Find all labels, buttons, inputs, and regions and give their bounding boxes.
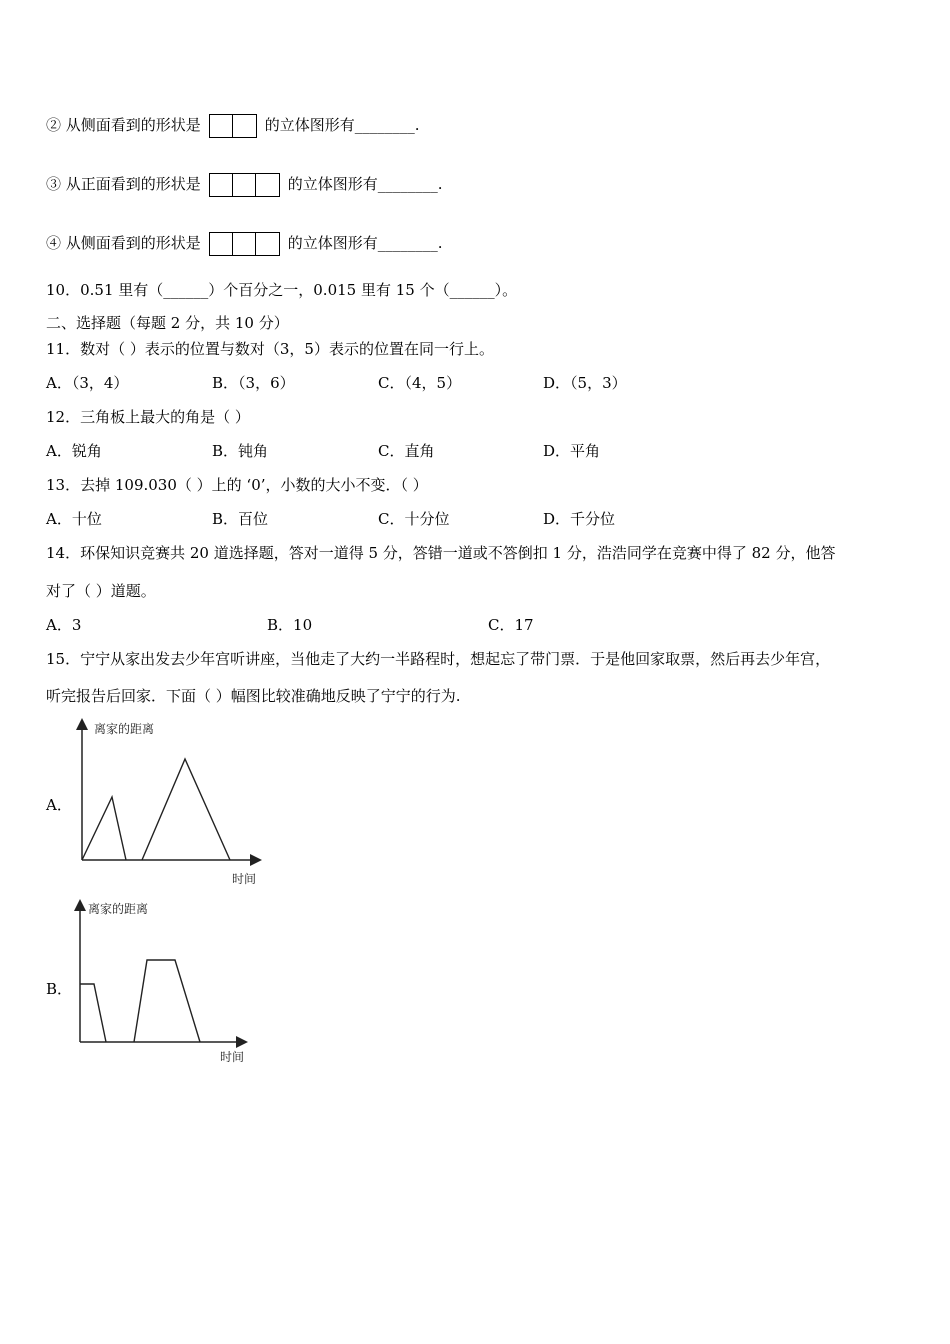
graph-b-trip-one	[80, 984, 106, 1042]
q9-item2	[46, 114, 420, 138]
q9-item3	[46, 173, 443, 197]
q14-stem-line2: 对了（ ）道题。	[46, 582, 156, 600]
q9-item3-suffix: 的立体图形有________.	[287, 175, 443, 193]
graph-a	[70, 716, 270, 888]
q13-option-d: D．千分位	[543, 510, 616, 528]
q11-stem: 11．数对（ ）表示的位置与数对（3，5）表示的位置在同一行上。	[46, 340, 494, 358]
q15-option-b-label: B．	[46, 980, 73, 998]
q11-option-a: A．（3，4）	[46, 374, 129, 392]
q12-option-c: C．直角	[378, 442, 435, 460]
q13-option-b: B．百位	[212, 510, 269, 528]
two-square-view-figure	[209, 114, 257, 138]
y-axis-label: 离家的距离	[94, 722, 155, 736]
q13-option-a: A．十位	[46, 510, 102, 528]
q14-option-b: B．10	[267, 616, 313, 634]
q11-option-d: D．（5，3）	[543, 374, 627, 392]
graph-b	[70, 897, 260, 1069]
graph-a-trip-one	[82, 797, 126, 860]
graph-b-trip-two	[134, 960, 200, 1042]
x-axis-label: 时间	[220, 1050, 245, 1064]
q9-item4	[46, 232, 443, 256]
q14-option-c: C．17	[488, 616, 534, 634]
three-square-view-figure	[209, 173, 280, 197]
q13-option-c: C．十分位	[378, 510, 450, 528]
q15-option-a-label: A．	[46, 796, 72, 814]
q12-option-b: B．钝角	[212, 442, 269, 460]
three-square-view-figure	[209, 232, 280, 256]
q15-stem-line2: 听完报告后回家．下面（ ）幅图比较准确地反映了宁宁的行为.	[46, 687, 461, 705]
q13-stem: 13．去掉 109.030（ ）上的 ‘0’，小数的大小不变．（ ）	[46, 476, 428, 494]
q14-stem-line1: 14．环保知识竞赛共 20 道选择题，答对一道得 5 分，答错一道或不答倒扣 1 分，浩浩同学在竞赛中得了 82 分，他答	[46, 544, 836, 562]
section-title: 二、选择题（每题 2 分，共 10 分）	[46, 314, 289, 332]
q12-stem: 12．三角板上最大的角是（ ）	[46, 408, 250, 426]
x-axis-label: 时间	[232, 872, 257, 886]
q9-item3-prefix: ③ 从正面看到的形状是	[46, 175, 201, 193]
q11-option-c: C．（4，5）	[378, 374, 462, 392]
q15-stem-line1: 15．宁宁从家出发去少年宫听讲座，当他走了大约一半路程时，想起忘了带门票．于是他回家取票，然后再去少年宫，	[46, 650, 831, 668]
q9-item4-prefix: ④ 从侧面看到的形状是	[46, 234, 201, 252]
q14-option-a: A．3	[46, 616, 82, 634]
q10-text: 10．0.51 里有（______）个百分之一，0.015 里有 15 个（______）。	[46, 281, 518, 299]
q9-item4-suffix: 的立体图形有________.	[287, 234, 443, 252]
q9-item2-suffix: 的立体图形有________.	[264, 116, 420, 134]
y-axis-label: 离家的距离	[88, 902, 149, 916]
q12-option-a: A．锐角	[46, 442, 102, 460]
q12-option-d: D．平角	[543, 442, 601, 460]
graph-a-trip-two	[142, 759, 230, 860]
q9-item2-prefix: ② 从侧面看到的形状是	[46, 116, 201, 134]
q11-option-b: B．（3，6）	[212, 374, 295, 392]
